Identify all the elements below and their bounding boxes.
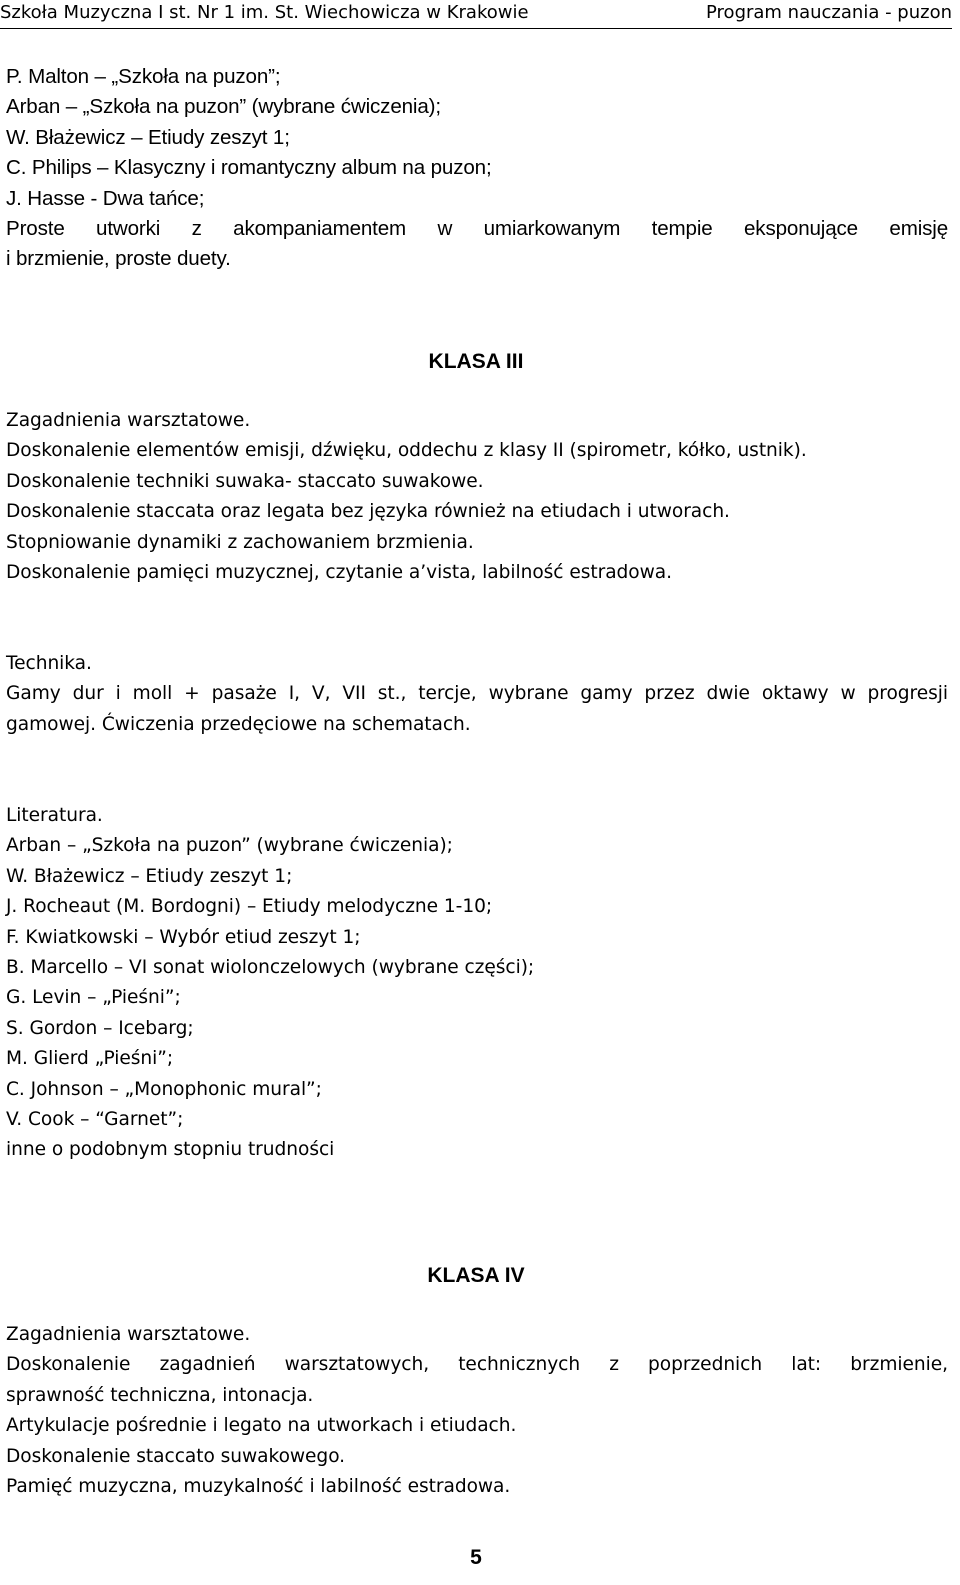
list-item: Pamięć muzyczna, muzykalność i labilność estradowa. <box>6 1476 511 1498</box>
list-item: C. Philips – Klasyczny i romantyczny album na puzon; <box>6 156 492 180</box>
list-item: Arban – „Szkoła na puzon” (wybrane ćwiczenia); <box>6 95 441 119</box>
subsection-title: Literatura. <box>6 805 103 826</box>
list-item: P. Malton – „Szkoła na puzon”; <box>6 65 281 88</box>
list-item: Doskonalenie staccata oraz legata bez języka również na etiudach i utworach. <box>6 501 730 523</box>
list-item: Doskonalenie elementów emisji, dźwięku, oddechu z klasy II (spirometr, kółko, ustnik). <box>6 440 807 462</box>
list-item: J. Rocheaut (M. Bordogni) – Etiudy melodyczne 1-10; <box>6 896 493 918</box>
klasa3-literature <box>6 801 948 1166</box>
section-heading-klasa-4: KLASA IV <box>427 1264 525 1287</box>
klasa3-workshop <box>6 406 948 588</box>
subsection-title: Zagadnienia warsztatowe. <box>6 410 251 431</box>
list-item: Doskonalenie staccato suwakowego. <box>6 1445 346 1467</box>
paragraph-line: Doskonalenie zagadnień warsztatowych, technicznych z poprzednich lat: brzmienie, <box>6 1354 948 1376</box>
list-item: C. Johnson – „Monophonic mural”; <box>6 1078 322 1100</box>
list-item: Artykulacje pośrednie i legato na utworkach i etiudach. <box>6 1415 517 1437</box>
list-item: J. Hasse - Dwa tańce; <box>6 186 205 210</box>
top-literature-list <box>6 62 948 275</box>
section-heading-klasa-3: KLASA III <box>428 350 524 373</box>
header-program-title: Program nauczania - puzon <box>706 2 952 23</box>
subsection-title: Technika. <box>6 653 92 674</box>
list-item: S. Gordon – Icebarg; <box>6 1017 194 1039</box>
list-item: W. Błażewicz – Etiudy zeszyt 1; <box>6 125 290 149</box>
list-item: Arban – „Szkoła na puzon” (wybrane ćwiczenia); <box>6 835 453 857</box>
subsection-title: Zagadnienia warsztatowe. <box>6 1324 251 1345</box>
list-item: W. Błażewicz – Etiudy zeszyt 1; <box>6 865 293 887</box>
page-header <box>0 0 952 29</box>
list-item: F. Kwiatkowski – Wybór etiud zeszyt 1; <box>6 926 361 948</box>
paragraph-line: i brzmienie, proste duety. <box>6 247 231 271</box>
list-item: Doskonalenie techniki suwaka- staccato suwakowe. <box>6 470 484 492</box>
header-school-name: Szkoła Muzyczna I st. Nr 1 im. St. Wiechowicza w Krakowie <box>0 2 529 23</box>
page-number: 5 <box>470 1546 482 1569</box>
paragraph-line: Gamy dur i moll + pasaże I, V, VII st., tercje, wybrane gamy przez dwie oktawy w progresji <box>6 683 948 705</box>
list-item: Stopniowanie dynamiki z zachowaniem brzmienia. <box>6 531 474 553</box>
list-item: Doskonalenie pamięci muzycznej, czytanie a’vista, labilność estradowa. <box>6 562 672 584</box>
paragraph-line: gamowej. Ćwiczenia przedęciowe na schematach. <box>6 713 471 735</box>
paragraph-line: sprawność techniczna, intonacja. <box>6 1384 314 1406</box>
klasa4-workshop <box>6 1320 948 1502</box>
list-item: G. Levin – „Pieśni”; <box>6 987 181 1009</box>
list-item: M. Glierd „Pieśni”; <box>6 1048 174 1070</box>
paragraph-line: Proste utworki z akompaniamentem w umiarkowanym tempie eksponujące emisję <box>6 217 948 241</box>
list-item: inne o podobnym stopniu trudności <box>6 1139 335 1161</box>
list-item: B. Marcello – VI sonat wiolonczelowych (wybrane części); <box>6 957 535 979</box>
list-item: V. Cook – “Garnet”; <box>6 1109 184 1131</box>
klasa3-technique <box>6 649 948 740</box>
